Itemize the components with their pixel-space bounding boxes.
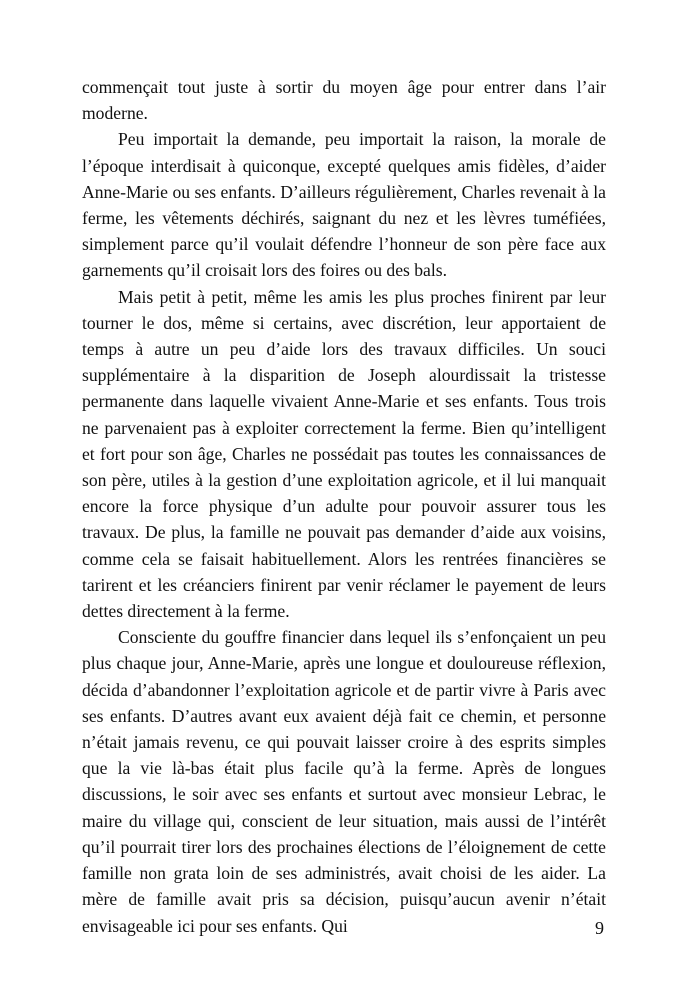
- paragraph: Consciente du gouffre financier dans lequel ils s’enfonçaient un peu plus chaque jour, Anne-Marie, après une longue et douloureuse réflexion, décida d’abandonner l’exploitation agricole et de partir vivre à Paris avec ses enfants. D’autres avant eux avaient déjà fait ce chemin, et personne n’était jamais revenu, ce qui pouvait laisser croire à des esprits simples que la vie là-bas était plus facile qu’à la ferme. Après de longues discussions, le soir avec ses enfants et surtout avec monsieur Lebrac, le maire du village qui, conscient de leur situation, mais aussi de l’intérêt qu’il pourrait tirer lors des prochaines élections de l’éloignement de cette famille non grata loin de ses administrés, avait choisi de les aider. La mère de famille avait pris sa décision, puisqu’aucun avenir n’était envisageable ici pour ses enfants. Qui: [82, 627, 606, 936]
- body-text: [82, 74, 606, 939]
- paragraph: Peu importait la demande, peu importait la raison, la morale de l’époque interdisait à quiconque, excepté quelques amis fidèles, d’aider Anne-Marie ou ses enfants. D’ailleurs régulièrement, Charles revenait à la ferme, les vêtements déchirés, saignant du nez et les lèvres tuméfiées, simplement parce qu’il voulait défendre l’honneur de son père face aux garnements qu’il croisait lors des foires ou des bals.: [82, 129, 606, 281]
- paragraph-continuation: commençait tout juste à sortir du moyen âge pour entrer dans l’air moderne.: [82, 77, 606, 124]
- paragraph: Mais petit à petit, même les amis les plus proches finirent par leur tourner le dos, même si certains, avec discrétion, leur apportaient de temps à autre un peu d’aide lors des travaux difficiles. Un souci supplémentaire à la disparition de Joseph alourdissait la tristesse permanente dans laquelle vivaient Anne-Marie et ses enfants. Tous trois ne parvenaient pas à exploiter correctement la ferme. Bien qu’intelligent et fort pour son âge, Charles ne possédait pas toutes les connaissances de son père, utiles à la gestion d’une exploitation agricole, et il lui manquait encore la force physique d’un adulte pour pouvoir assurer tous les travaux. De plus, la famille ne pouvait pas demander d’aide aux voisins, comme cela se faisait habituellement. Alors les rentrées financières se tarirent et les créanciers finirent par venir réclamer le payement de leurs dettes directement à la ferme.: [82, 286, 606, 622]
- page-number: 9: [595, 918, 604, 938]
